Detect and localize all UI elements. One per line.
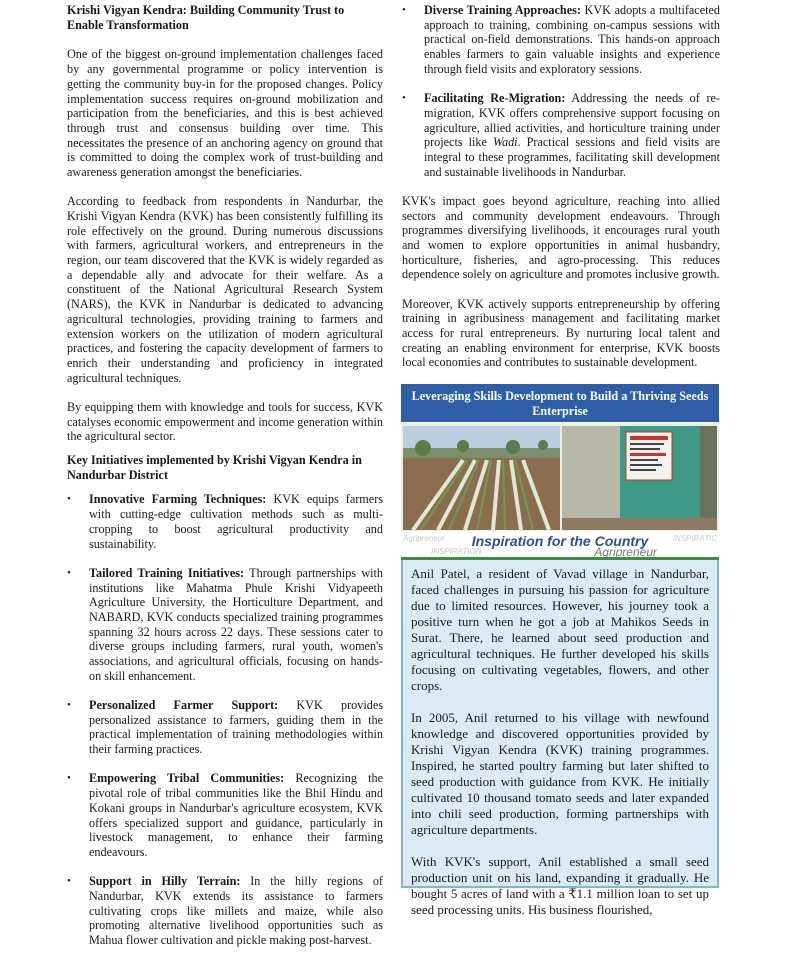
list-item-title: Facilitating Re-Migration: (424, 91, 566, 106)
banner-subtitle: Agripreneur (594, 545, 657, 559)
paragraph-feedback-nandurbar: According to feedback from respondents in Nandurbar, the Krishi Vigyan Kendra (KVK) has been consistently fulfilling its role effectively on the ground. During numerous discussions with farmers, agricultural workers, and entrepreneurs in the region, our team discovered that the KVK is widely regarded as a dependable ally and advocate for their welfare. As a constituent of the National Agricultural Research System (NARS), the KVK in Nandurbar is dedicated to advancing agricultural technologies, providing training to farmers and extension workers on the utilization of modern agricultural practices, and fostering the capacity development of farmers to enrich their understanding and proficiency in integrated agricultural techniques. (67, 194, 383, 385)
banner-watermark-bottom: INSPIRATION (431, 547, 482, 556)
list-item (402, 91, 720, 179)
bullet-icon: • (402, 92, 406, 105)
case-study-panel (401, 384, 719, 917)
bullet-icon: • (67, 699, 71, 712)
case-study-body (401, 560, 719, 917)
project-name-wadi: Wadi (492, 135, 518, 150)
list-item-title: Diverse Training Approaches: (424, 3, 581, 17)
banner-watermark-right: INSPIRATIC (672, 534, 717, 543)
list-item (67, 492, 383, 551)
list-item (67, 874, 383, 948)
list-item (67, 566, 383, 684)
list-item (67, 698, 383, 757)
list-item-text: In the hilly regions of Nandurbar, KVK extends its assistance to farmers cultivating crops like millets and maize, while also promoting alternative livelihood opportunities such as Mahua flower cultivation and pickle making post-harvest. (89, 874, 383, 948)
list-item-title: Tailored Training Initiatives: (89, 565, 245, 580)
list-item (402, 3, 720, 77)
list-item-text: KVK provides personalized assistance to farmers, guiding them in the practical implementation of training methodologies within their farming practices. (89, 698, 383, 757)
bullet-icon: • (67, 493, 71, 506)
initiatives-list (67, 492, 383, 947)
list-item-title: Support in Hilly Terrain: (89, 874, 241, 889)
banner-watermark-left: Agripreneur (403, 534, 445, 543)
banner-title: Inspiration for the Country (471, 533, 649, 549)
list-item-text: Through partnerships with institutions like Mahatma Phule Krishi Vidyapeeth Agriculture University, the Horticulture Department, and NABARD, KVK conducts specialized training programmes spanning 32 hours across 22 days. These sessions cater to diverse groups including farmers, rural youth, women's associations, and agricultural officials, focusing on hands-on skill enhancement. (89, 565, 384, 683)
case-study-paragraph: With KVK's support, Anil established a small seed production unit on his land, expanding it gradually. He bought 5 acres of land with a ₹1.1 million loan to set up seed processing units. His business flourished, (411, 854, 709, 917)
list-item-text: . Practical sessions and field visits are integral to these programmes, facilitating skill development and sustainable livelihoods in Nandurbar. (424, 135, 720, 179)
right-column (402, 0, 720, 370)
section-heading-kvk-trust: Krishi Vigyan Kendra: Building Community Trust to Enable Transformation (67, 3, 345, 32)
left-column (67, 0, 383, 962)
list-item-text: Addressing the needs of re-migration, KVK offers comprehensive support focusing on agriculture, allied activities, and horticulture training under projects like (424, 91, 720, 150)
list-item-text: Recognizing the pivotal role of tribal communities like the Bhil Hindu and Kokani groups in Nandurbar's agriculture ecosystem, KVK offers specialized support and guidance, particularly in livestock management, to enhance their farming endeavours. (89, 771, 383, 859)
paragraph-implementation-challenges: One of the biggest on-ground implementation challenges faced by any governmental programme or policy intervention is getting the community buy-in for the proposed changes. Policy implementation success requires on-ground mobilization and participation from the beneficiaries, and this is best achieved through trust and consensus building over time. This necessitates the presence of an anchoring agency on ground that is committed to doing the complex work of trust-building and awareness generation amongst the beneficiaries. (67, 47, 383, 180)
bullet-icon: • (67, 772, 71, 785)
bullet-icon: • (67, 566, 71, 579)
case-study-heading: Leveraging Skills Development to Build a Thriving Seeds Enterprise (401, 384, 719, 422)
list-item-title: Personalized Farmer Support: (89, 698, 279, 713)
paragraph-allied-sectors: KVK's impact goes beyond agriculture, reaching into allied sectors and community development endeavours. Through programmes diversifying livelihoods, it encourages rural youth and women to explore opportunities in animal husbandry, horticulture, fisheries, and agro-processing. This reduces dependence solely on agriculture and promotes inclusive growth. (402, 193, 720, 282)
bullet-icon: • (402, 4, 406, 16)
onion-field-photo (403, 426, 560, 530)
inspiration-banner (401, 531, 719, 560)
bullet-icon: • (67, 875, 71, 888)
case-study-photos (401, 423, 719, 531)
case-study-paragraph: In 2005, Anil returned to his village with newfound knowledge and discovered opportunities provided by Krishi Vigyan Kendra (KVK) training programmes. Inspired, he started poultry farming but later shifted to seed production with guidance from KVK. He initially cultivated 10 thousand tomato seeds and later expanded into chili seed production, forming partnerships with agriculture departments. (411, 710, 709, 837)
section-heading-key-initiatives: Key Initiatives implemented by Krishi Vigyan Kendra in Nandurbar District (67, 452, 362, 482)
list-item (67, 771, 383, 859)
list-item-text: KVK equips farmers with cutting-edge cultivation methods such as multi-cropping to boost agricultural productivity and sustainability. (89, 492, 383, 551)
list-item-title: Empowering Tribal Communities: (89, 771, 285, 786)
case-study-paragraph: Anil Patel, a resident of Vavad village in Nandurbar, faced challenges in pursuing his passion for agriculture due to limited resources. However, his journey took a positive turn when he got a job at Mahikos Seeds in Surat. There, he learned about seed production and agricultural techniques. He further developed his skills focusing on cultivating vegetables, flowers, and other crops. (411, 566, 709, 693)
seed-unit-photo (562, 426, 717, 530)
paragraph-economic-empowerment: By equipping them with knowledge and tools for success, KVK catalyses economic empowerment and income generation within the agricultural sector. (67, 399, 383, 444)
initiatives-list-continued (402, 3, 720, 179)
list-item-title: Innovative Farming Techniques: (89, 492, 267, 507)
list-item-text: KVK adopts a multifaceted approach to training, combining on-campus sessions with practical on-field demonstrations. This hands-on approach enables farmers to gain valuable insights and experience through field visits and exploratory sessions. (424, 3, 721, 76)
paragraph-entrepreneurship: Moreover, KVK actively supports entrepreneurship by offering training in agribusiness management and facilitating market access for rural entrepreneurs. By nurturing local talent and creating an enabling environment for enterprise, KVK boosts local economies and contributes to sustainable development. (402, 296, 720, 370)
